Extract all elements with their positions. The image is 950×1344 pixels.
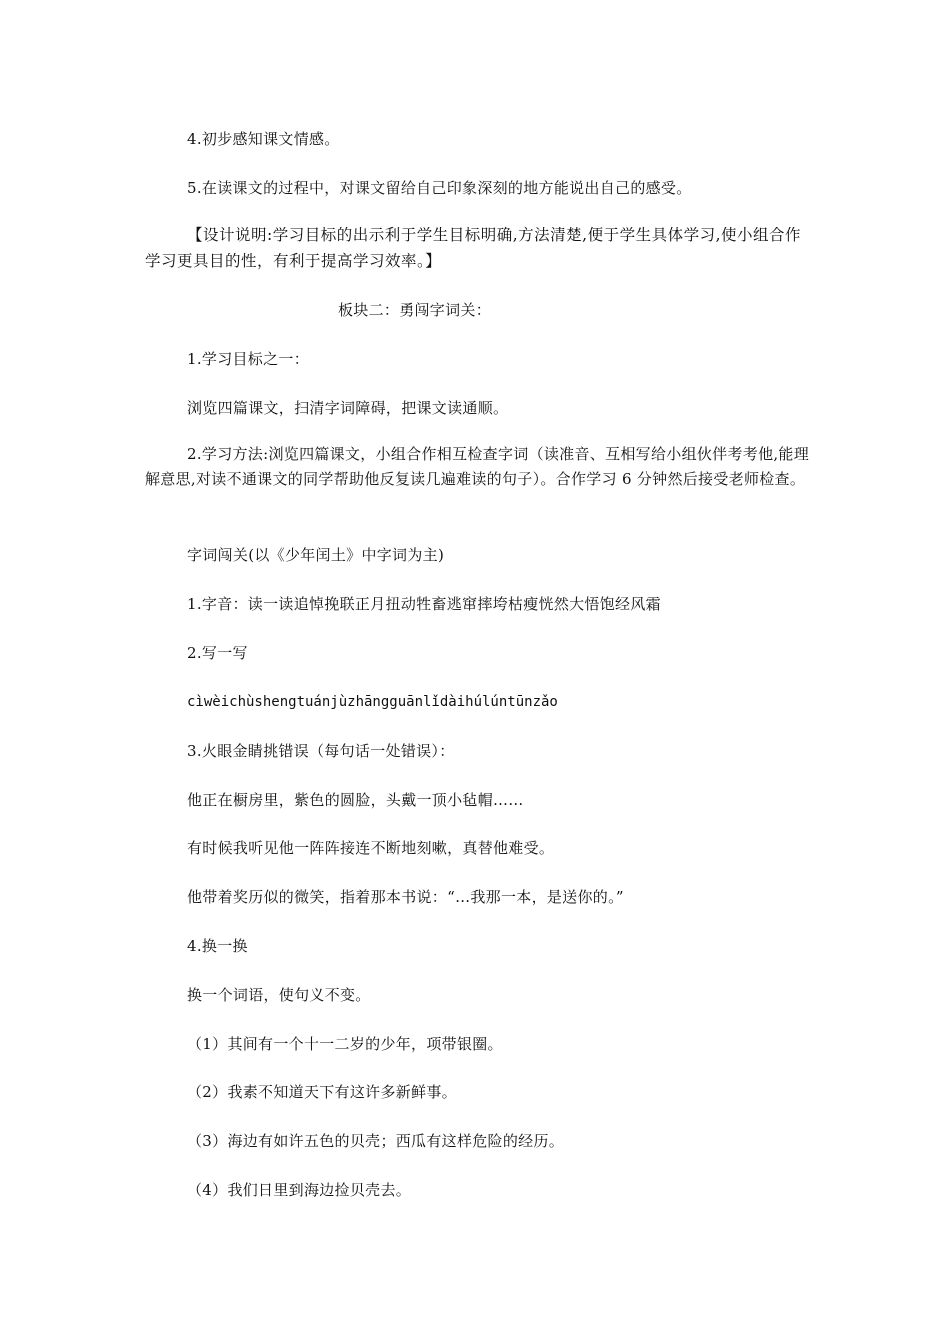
objective-text: 浏览四篇课文，扫清字词障碍，把课文读通顺。 bbox=[187, 399, 509, 417]
replace-sentence-2: （2）我素不知道天下有这许多新鲜事。 bbox=[187, 1083, 457, 1101]
design-note: 【设计说明:学习目标的出示利于学生目标明确,方法清楚,便于学生具体学习,使小组合作学习更具目的性，有利于提高学习效率。】 bbox=[145, 226, 802, 270]
error-sentence-2: 有时候我听见他一阵阵接连不断地刻嗽，真替他难受。 bbox=[187, 839, 555, 857]
section-title: 板块二：勇闯字词关： bbox=[338, 301, 492, 319]
goal-5-text: 5.在读课文的过程中，对课文留给自己印象深刻的地方能说出自己的感受。 bbox=[187, 179, 692, 197]
replace-heading: 4.换一换 bbox=[187, 937, 248, 955]
objective-heading: 1.学习目标之一： bbox=[187, 350, 310, 368]
goal-4-text: 4.初步感知课文情感。 bbox=[187, 130, 340, 148]
pronunciation-exercise: 1.字音：读一读追悼挽联正月扭动牲畜逃窜摔垮枯瘦恍然大悟饱经风霜 bbox=[187, 595, 661, 613]
replace-sentence-1: （1）其间有一个十一二岁的少年，项带银圈。 bbox=[187, 1035, 503, 1053]
error-heading: 3.火眼金睛挑错误（每句话一处错误）： bbox=[187, 742, 455, 760]
error-sentence-1: 他正在橱房里，紫色的圆脸，头戴一顶小毡帽…… bbox=[187, 791, 524, 809]
replace-sentence-3: （3）海边有如许五色的贝壳；西瓜有这样危险的经历。 bbox=[187, 1132, 565, 1150]
replace-sentence-4: （4）我们日里到海边捡贝壳去。 bbox=[187, 1181, 412, 1199]
write-heading: 2.写一写 bbox=[187, 644, 248, 662]
replace-instruction: 换一个词语，使句义不变。 bbox=[187, 986, 371, 1004]
pinyin-line: cìwèichùshengtuánjùzhāngguānlǐdàihúlúntūnzǎo bbox=[187, 694, 558, 710]
study-method-paragraph: 2.学习方法:浏览四篇课文，小组合作相互检查字词（读准音、互相写给小组伙伴考考他,能理解意思,对读不通课文的同学帮助他反复读几遍难读的句子）。合作学习 6 分钟然后接受老师检查。 bbox=[145, 445, 810, 488]
error-sentence-3: 他带着奖历似的微笑，指着那本书说：“…我那一本，是送你的。” bbox=[187, 888, 624, 906]
words-heading: 字词闯关(以《少年闰土》中字词为主) bbox=[187, 546, 445, 564]
